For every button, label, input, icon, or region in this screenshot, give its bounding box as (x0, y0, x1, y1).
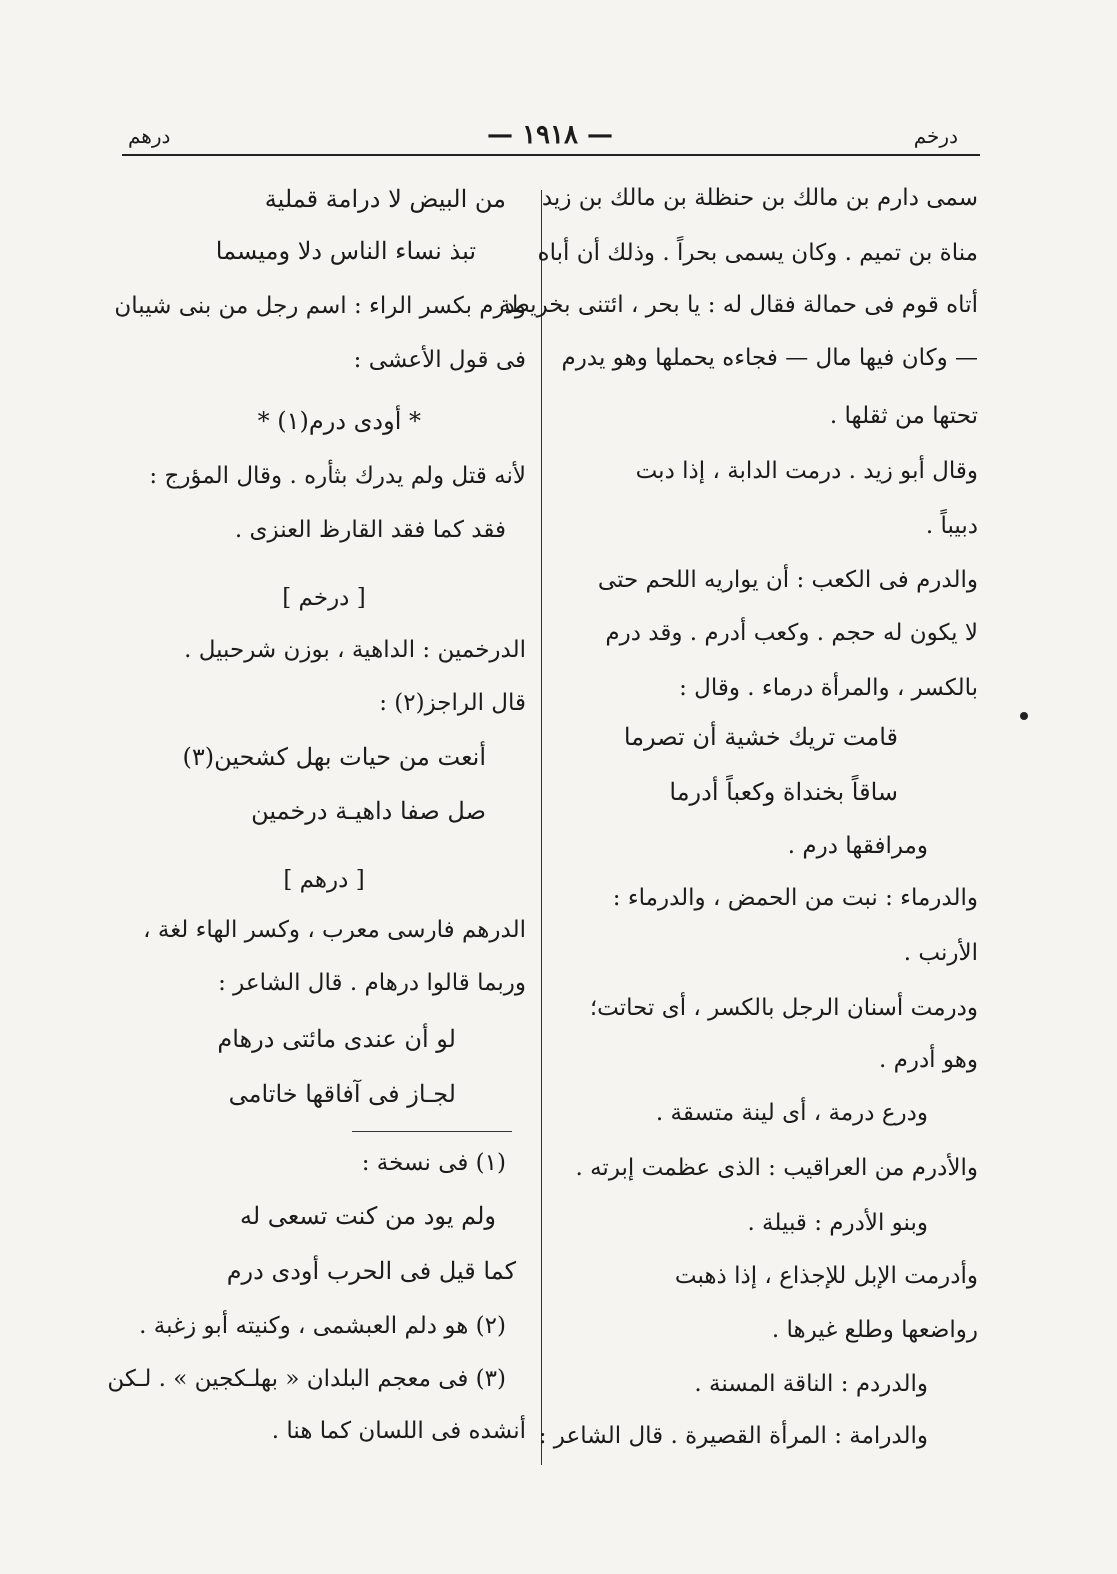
text-line: رواضعها وطلع غيرها . (771, 1317, 978, 1343)
text-line: قال الراجز(٢) : (379, 690, 526, 716)
footnote-rule (352, 1131, 512, 1132)
margin-dot (1020, 712, 1028, 720)
verse-line: أنعت من حيات بهل كشحين(٣) (182, 743, 486, 771)
text-line: — وكان فيها مال — فجاءه يحملها وهو يدرم (561, 345, 978, 371)
footnote-line: (٣) فى معجم البلدان « بهلـكجين » . لـكن (107, 1366, 506, 1392)
text-line: بالكسر ، والمرأة درماء . وقال : (679, 675, 978, 701)
text-line: تحتها من ثقلها . (829, 403, 978, 429)
text-line: والدرامة : المرأة القصيرة . قال الشاعر : (538, 1423, 928, 1449)
header-right-word: درخم (913, 124, 958, 148)
text-line: أتاه قوم فى حمالة فقال له : يا بحر ، ائتنى بخريطة (498, 292, 978, 318)
verse-line: لو أن عندى مائتى درهام (217, 1025, 456, 1053)
verse-line: ساقاً بخنداة وكعباً أدرما (669, 778, 898, 806)
text-line: دبيباً . (925, 513, 978, 539)
text-line: والدرم فى الكعب : أن يواريه اللحم حتى (597, 567, 978, 593)
footnote-line: (١) فى نسخة : (361, 1150, 506, 1176)
page-number: — ١٩١٨ — (487, 120, 613, 150)
verse-line: من البيض لا درامة قملية (264, 185, 506, 213)
text-line: ودرع درمة ، أى لينة متسقة . (655, 1100, 928, 1126)
text-line: فقد كما فقد القارظ العنزى . (234, 517, 506, 543)
text-line: مناة بن تميم . وكان يسمى بحراً . وذلك أن أباه (537, 240, 978, 266)
text-line: الدرهم فارسى معرب ، وكسر الهاء لغة ، (143, 917, 526, 943)
header-rule (122, 154, 980, 156)
entry-heading: [ درهم ] (283, 867, 365, 893)
entry-heading: [ درخم ] (282, 585, 366, 611)
text-line: وربما قالوا درهام . قال الشاعر : (218, 970, 526, 996)
text-line: وبنو الأدرم : قبيلة . (747, 1210, 928, 1236)
footnote-line: أنشده فى اللسان كما هنا . (271, 1418, 526, 1444)
text-line: وأدرمت الإبل للإجذاع ، إذا ذهبت (674, 1263, 978, 1289)
footnote-verse: ولم يود من كنت تسعى له (240, 1202, 496, 1230)
text-line: ودرمت أسنان الرجل بالكسر ، أى تحاتت؛ (589, 995, 978, 1021)
text-line: لا يكون له حجم . وكعب أدرم . وقد درم (605, 620, 978, 646)
footnote-verse: كما قيل فى الحرب أودى درم (226, 1257, 516, 1285)
text-line: لأنه قتل ولم يدرك بثأره . وقال المؤرج : (149, 463, 526, 489)
text-line: سمى دارم بن مالك بن حنظلة بن مالك بن زيد (541, 185, 978, 211)
header-left-word: درهم (128, 124, 171, 148)
verse-line: صل صفا داهيـة درخمين (251, 797, 486, 825)
text-line: فى قول الأعشى : (353, 347, 526, 373)
verse-line: قامت تريك خشية أن تصرما (623, 723, 898, 751)
text-line: الأرنب . (903, 940, 978, 966)
text-line: وقال أبو زيد . درمت الدابة ، إذا دبت (635, 458, 978, 484)
text-line: وهو أدرم . (878, 1047, 978, 1073)
column-divider (541, 190, 542, 1465)
text-line: ومرافقها درم . (787, 833, 928, 859)
text-line: والأدرم من العراقيب : الذى عظمت إبرته . (575, 1155, 978, 1181)
text-line: والدردم : الناقة المسنة . (694, 1371, 928, 1397)
verse-line: * أودى درم(١) * (257, 407, 421, 435)
verse-line: لجـاز فى آفاقها خاتامى (228, 1080, 456, 1108)
text-line: ودرم بكسر الراء : اسم رجل من بنى شيبان (114, 293, 526, 319)
text-line: الدرخمين : الداهية ، بوزن شرحبيل . (184, 637, 526, 663)
footnote-line: (٢) هو دلم العبشمى ، وكنيته أبو زغبة . (139, 1313, 506, 1339)
text-line: والدرماء : نبت من الحمض ، والدرماء : (612, 885, 978, 911)
verse-line: تبذ نساء الناس دلا وميسما (215, 237, 476, 265)
